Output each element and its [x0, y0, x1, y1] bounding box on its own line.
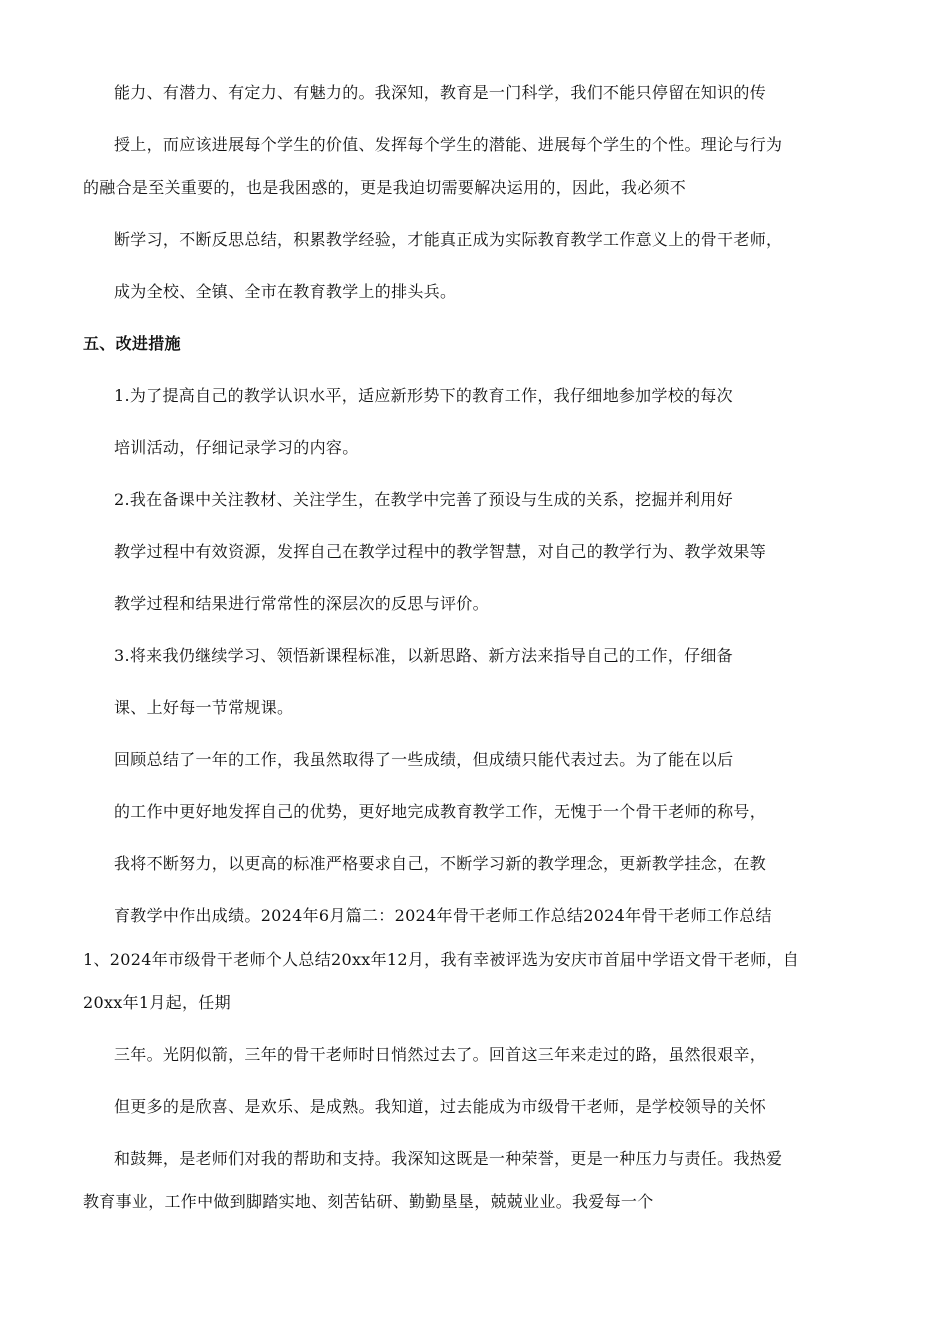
text-line: 能力、有潜力、有定力、有魅力的。我深知，教育是一门科学，我们不能只停留在知识的传 — [114, 83, 767, 102]
text-line: 1.为了提高自己的教学认识水平，适应新形势下的教育工作，我仔细地参加学校的每次 — [114, 386, 733, 405]
text-line: 和鼓舞，是老师们对我的帮助和支持。我深知这既是一种荣誉，更是一种压力与责任。我热爱 — [114, 1149, 783, 1168]
text-line: 的工作中更好地发挥自己的优势，更好地完成教育教学工作，无愧于一个骨干老师的称号， — [114, 802, 767, 821]
text-line: 育教学中作出成绩。2024年6月篇二：2024年骨干老师工作总结2024年骨干老师工作总结 — [114, 906, 772, 925]
text-line: 2.我在备课中关注教材、关注学生，在教学中完善了预设与生成的关系，挖掘并利用好 — [114, 490, 733, 509]
text-line: 授上，而应该进展每个学生的价值、发挥每个学生的潜能、进展每个学生的个性。理论与行为 — [114, 135, 783, 154]
section-heading: 五、改进措施 — [83, 334, 181, 353]
text-line: 成为全校、全镇、全市在教育教学上的排头兵。 — [114, 282, 457, 301]
text-line: 的融合是至关重要的，也是我困惑的，更是我迫切需要解决运用的，因此，我必须不 — [83, 178, 687, 197]
text-line: 教育事业，工作中做到脚踏实地、刻苦钻研、勤勤垦垦，兢兢业业。我爱每一个 — [83, 1192, 654, 1211]
text-line: 教学过程和结果进行常常性的深层次的反思与评价。 — [114, 594, 489, 613]
text-line: 培训活动，仔细记录学习的内容。 — [114, 438, 359, 457]
text-line: 20xx年1月起，任期 — [83, 993, 231, 1012]
text-line: 但更多的是欣喜、是欢乐、是成熟。我知道，过去能成为市级骨干老师，是学校领导的关怀 — [114, 1097, 767, 1116]
text-line: 断学习，不断反思总结，积累教学经验，才能真正成为实际教育教学工作意义上的骨干老师， — [114, 230, 783, 249]
text-line: 我将不断努力，以更高的标准严格要求自己，不断学习新的教学理念，更新教学挂念，在教 — [114, 854, 767, 873]
text-line: 1、2024年市级骨干老师个人总结20xx年12月，我有幸被评选为安庆市首届中学语文骨干老师，自 — [83, 950, 800, 969]
text-line: 教学过程中有效资源，发挥自己在教学过程中的教学智慧，对自己的教学行为、教学效果等 — [114, 542, 767, 561]
text-line: 3.将来我仍继续学习、领悟新课程标准，以新思路、新方法来指导自己的工作，仔细备 — [114, 646, 733, 665]
text-line: 回顾总结了一年的工作，我虽然取得了一些成绩，但成绩只能代表过去。为了能在以后 — [114, 750, 734, 769]
text-line: 课、上好每一节常规课。 — [114, 698, 294, 717]
text-line: 三年。光阴似箭，三年的骨干老师时日悄然过去了。回首这三年来走过的路，虽然很艰辛， — [114, 1045, 767, 1064]
